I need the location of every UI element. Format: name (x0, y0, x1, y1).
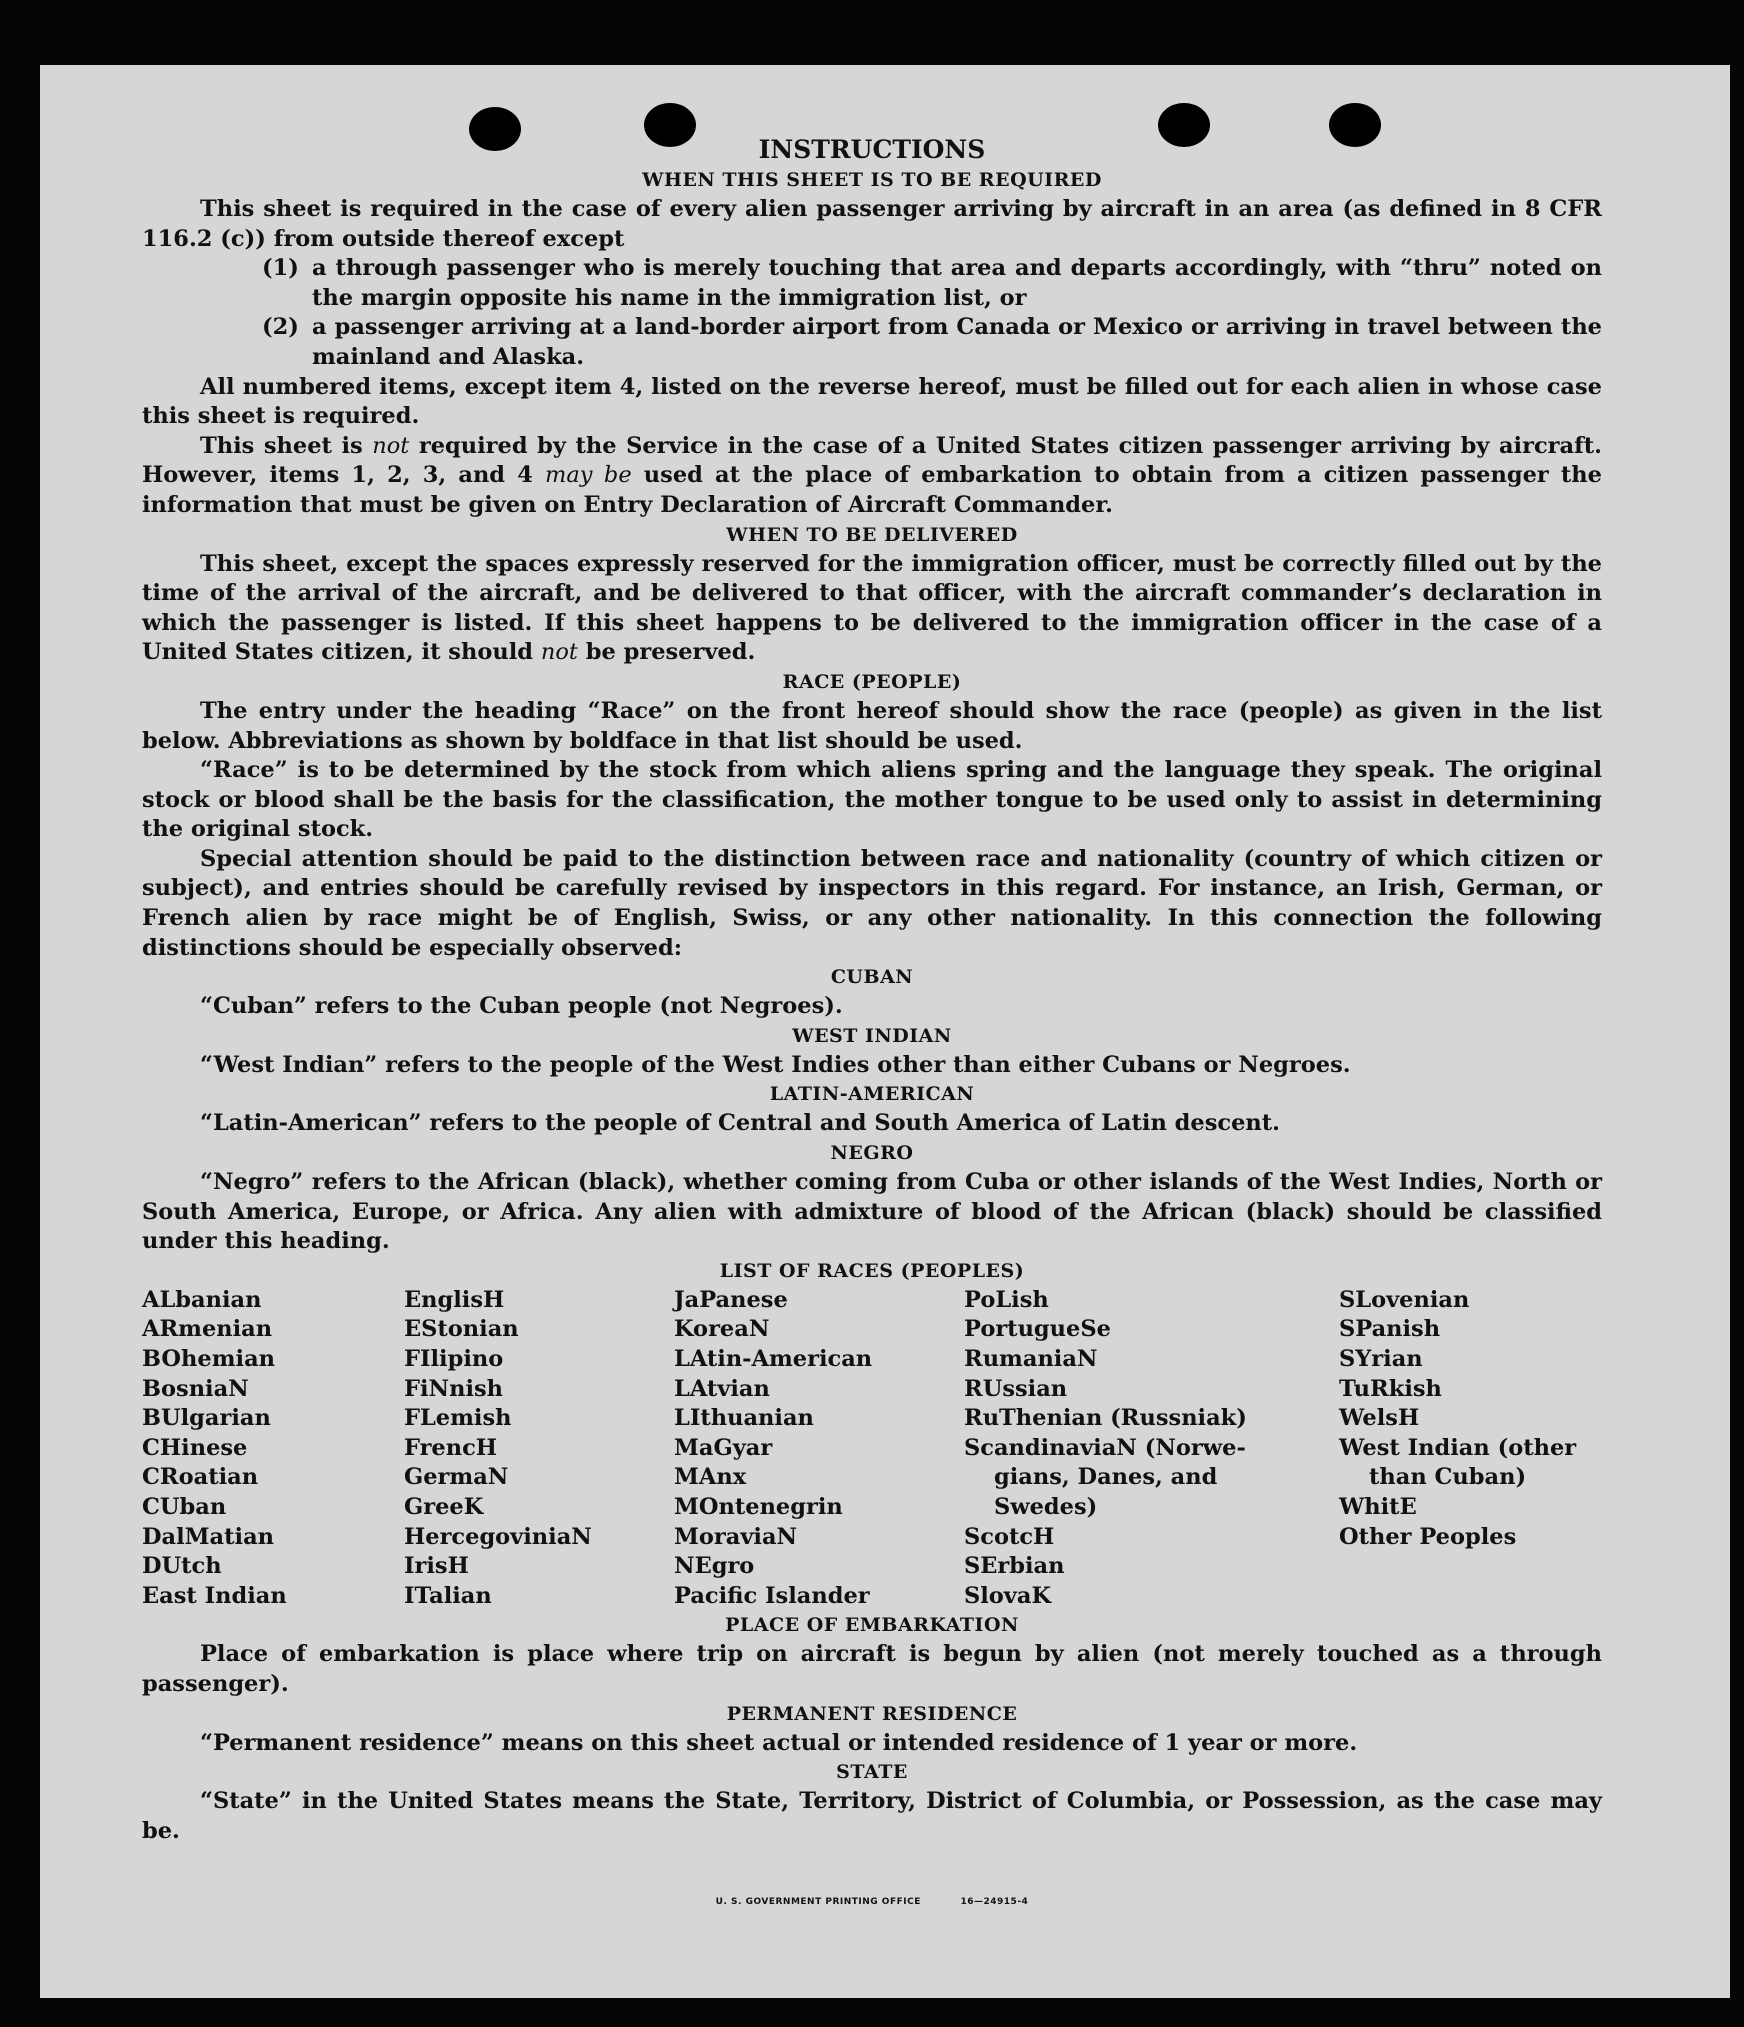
race-entry: East Indian (142, 1582, 287, 1609)
text: used at the place of embarkation to obtain from a citizen passenger the information that must be given on Entry Declaration of Aircraft Commander. (142, 462, 1602, 518)
heading-state: STATE (836, 1761, 908, 1784)
race-entry: gians, Danes, and (994, 1464, 1218, 1491)
heading-cuban: CUBAN (830, 966, 914, 989)
heading-residence: PERMANENT RESIDENCE (726, 1702, 1018, 1725)
race-entry: ARmenian (142, 1316, 273, 1343)
paragraph: “State” in the United States means the State, Territory, District of Columbia, or Possession, as the case may be. (142, 1788, 1602, 1844)
race-entry: ITalian (404, 1582, 492, 1609)
race-entry: ScotcH (964, 1523, 1055, 1550)
item-text: a passenger arriving at a land-border airport from Canada or Mexico or arriving in travel between the mainland and Alaska. (312, 314, 1602, 370)
paragraph: The entry under the heading “Race” on the front hereof should show the race (people) as given in the list below. Abbreviations as shown by boldface in that list should be used. (142, 697, 1602, 754)
race-entry: FrencH (404, 1434, 498, 1461)
item-text: a through passenger who is merely touching that area and departs accordingly, with “thru” noted on the margin opposite his name in the immigration list, or (312, 255, 1602, 311)
paragraph: “Negro” refers to the African (black), whether coming from Cuba or other islands of the West Indies, North or South America, Europe, or Africa. Any alien with admixture of blood of the African (black) should be classified under this heading. (142, 1169, 1602, 1255)
item-number: (1) (262, 255, 299, 282)
race-entry: JaPanese (674, 1286, 788, 1313)
heading-embarkation: PLACE OF EMBARKATION (725, 1614, 1019, 1637)
race-entry: FLemish (404, 1405, 512, 1432)
list-item (142, 254, 1602, 313)
paragraph: “West Indian” refers to the people of the West Indies other than either Cubans or Negroes. (200, 1051, 1351, 1078)
paragraph: “Cuban” refers to the Cuban people (not Negroes). (200, 993, 843, 1020)
race-entry: BUlgarian (142, 1405, 271, 1432)
race-entry: RumaniaN (964, 1346, 1098, 1372)
race-entry: CRoatian (142, 1464, 259, 1491)
race-entry: ALbanian (142, 1286, 262, 1313)
race-entry: MoraviaN (674, 1523, 798, 1550)
race-entry: LAtvian (674, 1375, 770, 1402)
race-entry: IrisH (404, 1553, 469, 1580)
race-entry: FiNnish (404, 1375, 504, 1402)
race-entry: West Indian (other (1339, 1434, 1577, 1461)
list-item (142, 313, 1602, 372)
race-entry: ScandinaviaN (Norwe- (964, 1434, 1246, 1461)
race-entry: MOntenegrin (674, 1493, 843, 1520)
race-entry: CUban (142, 1493, 227, 1520)
race-entry: EStonian (404, 1316, 519, 1343)
text: required by the Service in the case of a United States citizen passenger arriving by aircraft. However, items 1, 2, 3, and 4 (142, 432, 1603, 489)
race-entry: SErbian (964, 1553, 1065, 1580)
race-entry: KoreaN (674, 1316, 770, 1343)
races-table (142, 1286, 1602, 1612)
race-entry: EnglisH (404, 1286, 505, 1313)
race-entry: LAtin-American (674, 1346, 873, 1372)
race-entry: PortugueSe (964, 1316, 1111, 1343)
heading-race: RACE (PEOPLE) (782, 670, 962, 693)
race-entry: WhitE (1339, 1493, 1417, 1520)
race-entry: SLovenian (1339, 1286, 1470, 1313)
race-entry: WelsH (1339, 1405, 1420, 1432)
race-entry: Other Peoples (1339, 1523, 1517, 1550)
race-entry: MAnx (674, 1464, 747, 1491)
race-entry: PoLish (964, 1286, 1049, 1313)
paragraph (142, 432, 1602, 521)
paragraph: All numbered items, except item 4, listed on the reverse hereof, must be filled out for each alien in whose case this sheet is required. (142, 373, 1602, 430)
emphasis: may be (545, 462, 632, 489)
instructions-content (142, 134, 1602, 1846)
heading-when-required: WHEN THIS SHEET IS TO BE REQUIRED (642, 169, 1102, 191)
race-entry: CHinese (142, 1434, 248, 1461)
race-entry: LIthuanian (674, 1405, 814, 1432)
emphasis: not (540, 639, 578, 666)
race-entry: RuThenian (Russniak) (964, 1405, 1247, 1432)
race-entry: SYrian (1339, 1346, 1423, 1372)
heading-list-of-races: LIST OF RACES (PEOPLES) (719, 1259, 1025, 1282)
page-title: INSTRUCTIONS (758, 135, 986, 164)
heading-negro: NEGRO (830, 1142, 914, 1165)
text: be preserved. (577, 639, 756, 666)
race-entry: SPanish (1339, 1316, 1441, 1343)
race-entry: NEgro (674, 1553, 755, 1580)
race-entry: than Cuban) (1369, 1464, 1527, 1491)
race-entry: HercegoviniaN (404, 1523, 592, 1550)
paragraph: “Permanent residence” means on this sheet actual or intended residence of 1 year or more. (200, 1729, 1358, 1756)
race-entry: BosniaN (142, 1375, 249, 1402)
race-entry: MaGyar (674, 1434, 773, 1461)
heading-when-delivered: WHEN TO BE DELIVERED (726, 523, 1018, 546)
paragraph: Place of embarkation is place where trip on aircraft is begun by alien (not merely touched as a through passenger). (142, 1641, 1602, 1697)
emphasis: not (372, 432, 410, 459)
form-number: 16—24915-4 (960, 1897, 1029, 1907)
race-entry: GermaN (404, 1464, 509, 1491)
paragraph: “Race” is to be determined by the stock from which aliens spring and the language they speak. The original stock or blood shall be the basis for the classification, the mother tongue to be used only to assist in determining the original stock. (142, 757, 1602, 843)
text: This sheet, except the spaces expressly reserved for the immigration officer, must be correctly filled out by the time of the arrival of the aircraft, and be delivered to that officer, with the aircraft commander’s declaration in which the passenger is listed. If this sheet happens to be delivered to the immigration officer in the case of a United States citizen, it should (142, 550, 1602, 666)
paragraph (142, 550, 1602, 668)
race-entry: GreeK (404, 1493, 484, 1520)
paragraph: Special attention should be paid to the distinction between race and nationality (country of which citizen or subject), and entries should be carefully revised by inspectors in this regard. For instance, an Irish, German, or French alien by race might be of English, Swiss, or any other nationality. In this connection the following distinctions should be especially observed: (142, 845, 1602, 961)
text: This sheet is (200, 432, 373, 459)
printer-name: U. S. GOVERNMENT PRINTING OFFICE (715, 1897, 921, 1907)
item-number: (2) (262, 314, 299, 341)
race-entry: FIlipino (404, 1346, 504, 1372)
paragraph: This sheet is required in the case of every alien passenger arriving by aircraft in an area (as defined in 8 CFR 116.2 (c)) from outside thereof except (142, 196, 1602, 252)
heading-latin-american: LATIN-AMERICAN (769, 1083, 975, 1106)
race-entry: TuRkish (1339, 1375, 1442, 1402)
race-entry: Swedes) (994, 1493, 1098, 1520)
race-entry: DalMatian (142, 1523, 275, 1550)
race-entry: DUtch (142, 1553, 222, 1580)
race-entry: BOhemian (142, 1346, 276, 1372)
paragraph: “Latin-American” refers to the people of Central and South America of Latin descent. (200, 1110, 1280, 1137)
race-entry: Pacific Islander (674, 1582, 870, 1609)
race-entry: RUssian (964, 1375, 1068, 1402)
race-entry: SlovaK (964, 1582, 1052, 1609)
heading-west-indian: WEST INDIAN (792, 1024, 952, 1047)
printer-footer (0, 1897, 1744, 1907)
